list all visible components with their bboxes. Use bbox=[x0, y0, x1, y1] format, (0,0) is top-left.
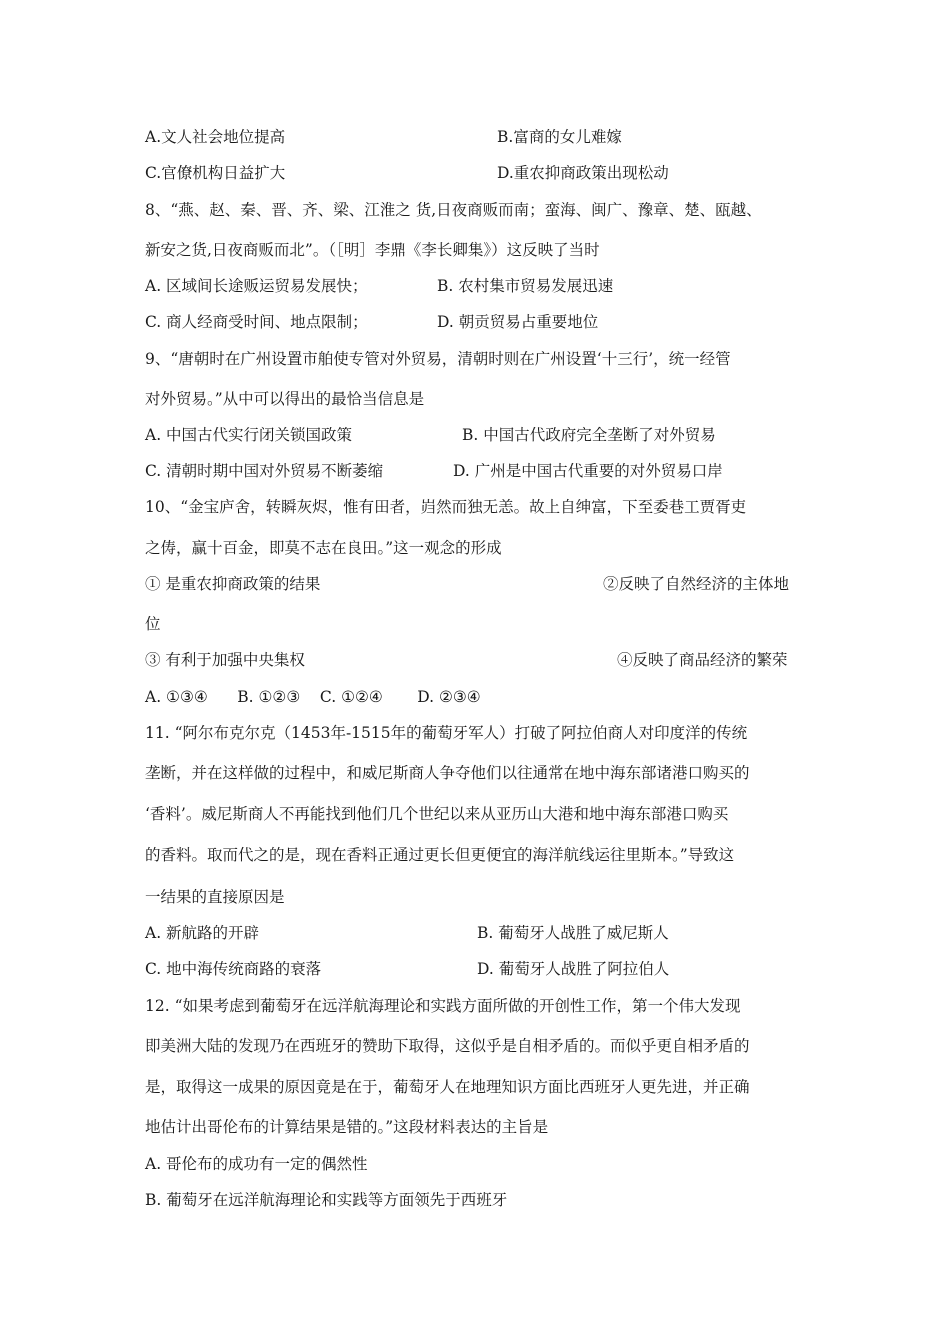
q12-stem-line-3: 是，取得这一成果的原因竟是在于，葡萄牙人在地理知识方面比西班牙人更先进，并正确 bbox=[145, 1078, 750, 1096]
q12-stem-line-4: 地估计出哥伦布的计算结果是错的。”这段材料表达的主旨是 bbox=[145, 1118, 549, 1136]
q8-stem-line-2: 新安之货,日夜商贩而北”。（［明］李鼎《李长卿集》）这反映了当时 bbox=[145, 241, 600, 259]
q12-option-a: A. 哥伦布的成功有一定的偶然性 bbox=[145, 1155, 368, 1173]
q11-option-c: C. 地中海传统商路的衰落 bbox=[145, 960, 322, 978]
q11-stem-line-4: 的香料。取而代之的是，现在香料正通过更长但更便宜的海洋航线运往里斯本。”导致这 bbox=[145, 846, 735, 864]
q7-option-d: D.重农抑商政策出现松动 bbox=[497, 164, 669, 182]
q12-stem-line-1: 12. “如果考虑到葡萄牙在远洋航海理论和实践方面所做的开创性工作，第一个伟大发现 bbox=[145, 997, 741, 1015]
q10-options: A. ①③④ B. ①②③ C. ①②④ D. ②③④ bbox=[145, 688, 481, 706]
q7-option-a: A.文人社会地位提高 bbox=[145, 128, 286, 146]
q11-option-b: B. 葡萄牙人战胜了威尼斯人 bbox=[477, 924, 669, 942]
q11-stem-line-1: 11. “阿尔布克尔克（1453年-1515年的葡萄牙军人）打破了阿拉伯商人对印度洋的传统 bbox=[145, 724, 748, 742]
q11-stem-line-5: 一结果的直接原因是 bbox=[145, 888, 285, 906]
q9-option-c: C. 清朝时期中国对外贸易不断萎缩 bbox=[145, 462, 384, 480]
q11-option-a: A. 新航路的开辟 bbox=[145, 924, 260, 942]
q10-item-1: ① 是重农抑商政策的结果 bbox=[145, 575, 321, 593]
q7-option-c: C.官僚机构日益扩大 bbox=[145, 164, 286, 182]
q11-stem-line-2: 垄断，并在这样做的过程中，和威尼斯商人争夺他们以往通常在地中海东部诸港口购买的 bbox=[145, 764, 750, 782]
q11-option-d: D. 葡萄牙人战胜了阿拉伯人 bbox=[477, 960, 670, 978]
q8-option-d: D. 朝贡贸易占重要地位 bbox=[437, 313, 599, 331]
q9-stem-line-2: 对外贸易。”从中可以得出的最恰当信息是 bbox=[145, 390, 425, 408]
q10-item-2: ②反映了自然经济的主体地 bbox=[603, 575, 790, 593]
q9-stem-line-1: 9、“唐朝时在广州设置市舶使专管对外贸易，清朝时则在广州设置‘十三行’，统一经管 bbox=[145, 350, 731, 368]
q9-option-a: A. 中国古代实行闭关锁国政策 bbox=[145, 426, 353, 444]
q8-option-b: B. 农村集市贸易发展迅速 bbox=[437, 277, 614, 295]
q7-option-b: B.富商的女儿难嫁 bbox=[497, 128, 622, 146]
q8-stem-line-1: 8、“燕、赵、秦、晋、齐、梁、江淮之 货,日夜商贩而南；蛮海、闽广、豫章、楚、瓯越、 bbox=[145, 201, 762, 219]
q9-option-d: D. 广州是中国古代重要的对外贸易口岸 bbox=[453, 462, 723, 480]
q10-stem-line-2: 之俦，赢十百金，即莫不志在良田。”这一观念的形成 bbox=[145, 539, 502, 557]
q12-option-b: B. 葡萄牙在远洋航海理论和实践等方面领先于西班牙 bbox=[145, 1191, 508, 1209]
q10-item-3: ③ 有利于加强中央集权 bbox=[145, 651, 305, 669]
q9-option-b: B. 中国古代政府完全垄断了对外贸易 bbox=[462, 426, 716, 444]
q10-stem-line-1: 10、“金宝庐舍，转瞬灰烬，惟有田者，岿然而独无恙。故上自绅富，下至委巷工贾胥吏 bbox=[145, 498, 747, 516]
q10-item-2-continued: 位 bbox=[145, 615, 161, 633]
q8-option-c: C. 商人经商受时间、地点限制； bbox=[145, 313, 368, 331]
q11-stem-line-3: ‘香料’。威尼斯商人不再能找到他们几个世纪以来从亚历山大港和地中海东部港口购买 bbox=[145, 805, 729, 823]
q12-stem-line-2: 即美洲大陆的发现乃在西班牙的赞助下取得，这似乎是自相矛盾的。而似乎更自相矛盾的 bbox=[145, 1037, 750, 1055]
q10-item-4: ④反映了商品经济的繁荣 bbox=[617, 651, 788, 669]
q8-option-a: A. 区域间长途贩运贸易发展快； bbox=[145, 277, 368, 295]
